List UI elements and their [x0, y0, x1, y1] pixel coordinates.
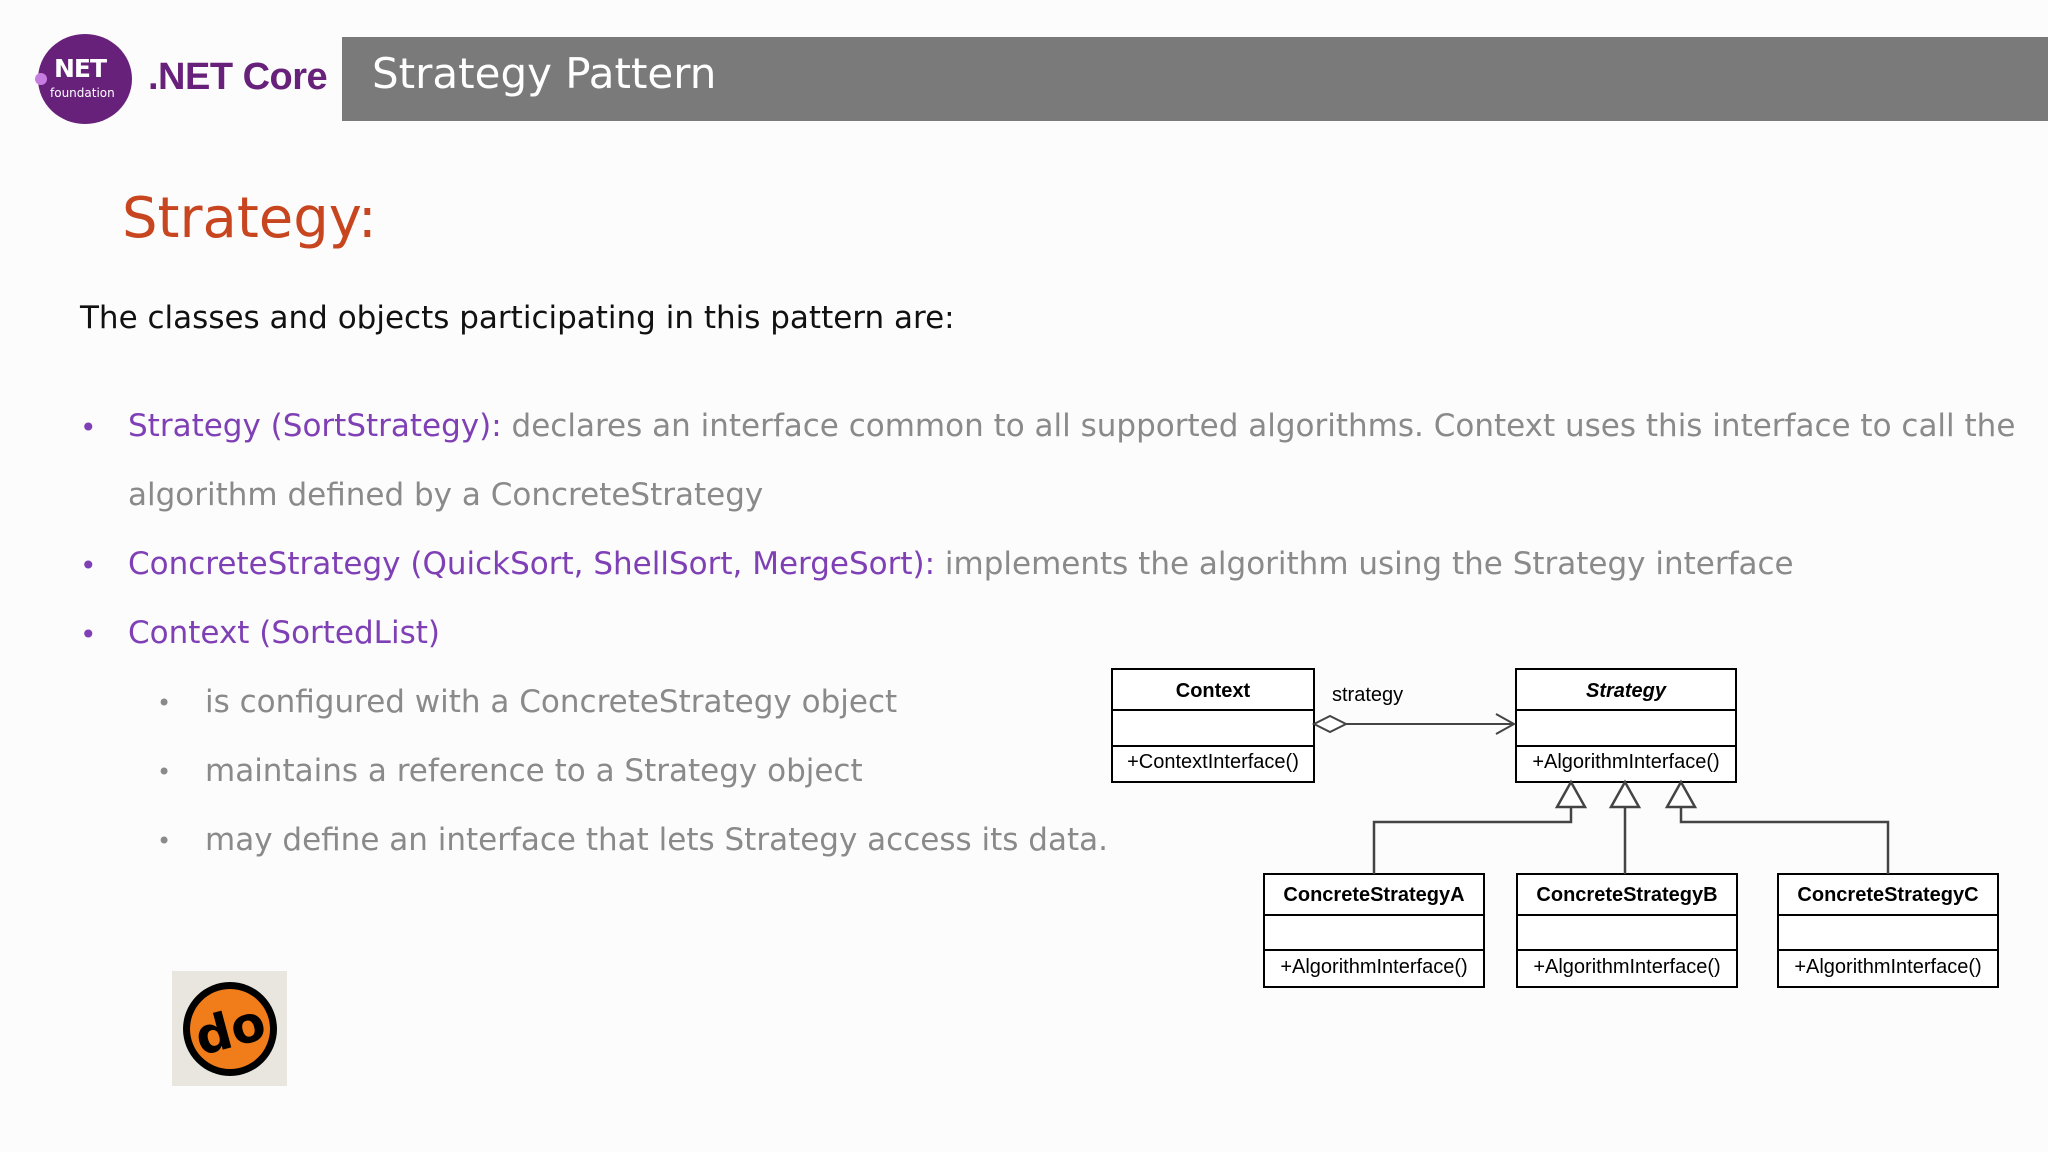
concrete-c-class-name: ConcreteStrategyC	[1797, 884, 1979, 906]
context-class-method: +ContextInterface()	[1127, 751, 1299, 773]
do-logo-text: do	[188, 992, 272, 1068]
bullet-term: Strategy (SortStrategy):	[128, 408, 502, 444]
concrete-c-class-method: +AlgorithmInterface()	[1794, 956, 1982, 978]
sub-bullet-dot: •	[157, 827, 172, 855]
context-class-name: Context	[1175, 680, 1251, 702]
bullet-desc: declares an interface common to all supported algorithms. Context uses this interface to call the	[501, 408, 2016, 444]
sub-bullet: maintains a reference to a Strategy object	[205, 753, 863, 789]
strategy-class-method: +AlgorithmInterface()	[1532, 751, 1720, 773]
bullet-term: Context (SortedList)	[128, 615, 440, 651]
bullet-strategy	[128, 408, 2015, 444]
bullet-desc: implements the algorithm using the Strategy interface	[935, 546, 1794, 582]
logo-dot-icon	[35, 73, 47, 85]
slide-title: Strategy Pattern	[372, 49, 717, 98]
brand-title: .NET Core	[148, 56, 328, 98]
bullet-dot: •	[80, 411, 97, 444]
logo-foundation-text: foundation	[50, 86, 115, 100]
bullet-strategy-cont: algorithm defined by a ConcreteStrategy	[128, 477, 764, 513]
section-heading: Strategy:	[122, 186, 377, 251]
concrete-b-class-method: +AlgorithmInterface()	[1533, 956, 1721, 978]
sub-bullet: is configured with a ConcreteStrategy object	[205, 684, 898, 720]
aggregation-arrow	[1314, 714, 1514, 734]
concrete-a-class-method: +AlgorithmInterface()	[1280, 956, 1468, 978]
bullet-dot: •	[80, 549, 97, 582]
inheritance-arrows	[1374, 782, 1888, 874]
association-label: strategy	[1332, 684, 1404, 706]
do-logo-icon	[172, 971, 287, 1086]
concrete-b-class-name: ConcreteStrategyB	[1536, 884, 1718, 906]
title-bar	[342, 37, 2048, 121]
do-logo	[172, 971, 287, 1086]
sub-bullet-dot: •	[157, 758, 172, 786]
dotnet-foundation-logo	[38, 34, 132, 124]
bullet-dot: •	[80, 618, 97, 651]
sub-bullet-dot: •	[157, 689, 172, 717]
sub-bullet: may define an interface that lets Strategy access its data.	[205, 822, 1108, 858]
logo-net-text: NET	[54, 54, 107, 83]
uml-class-diagram	[1100, 660, 2010, 1000]
bullet-concrete-strategy	[128, 546, 1794, 582]
strategy-class-name: Strategy	[1585, 680, 1667, 702]
bullet-context	[128, 615, 440, 651]
concrete-a-class-name: ConcreteStrategyA	[1283, 884, 1465, 906]
bullet-term: ConcreteStrategy (QuickSort, ShellSort, MergeSort):	[128, 546, 936, 582]
intro-text: The classes and objects participating in this pattern are:	[80, 300, 955, 336]
